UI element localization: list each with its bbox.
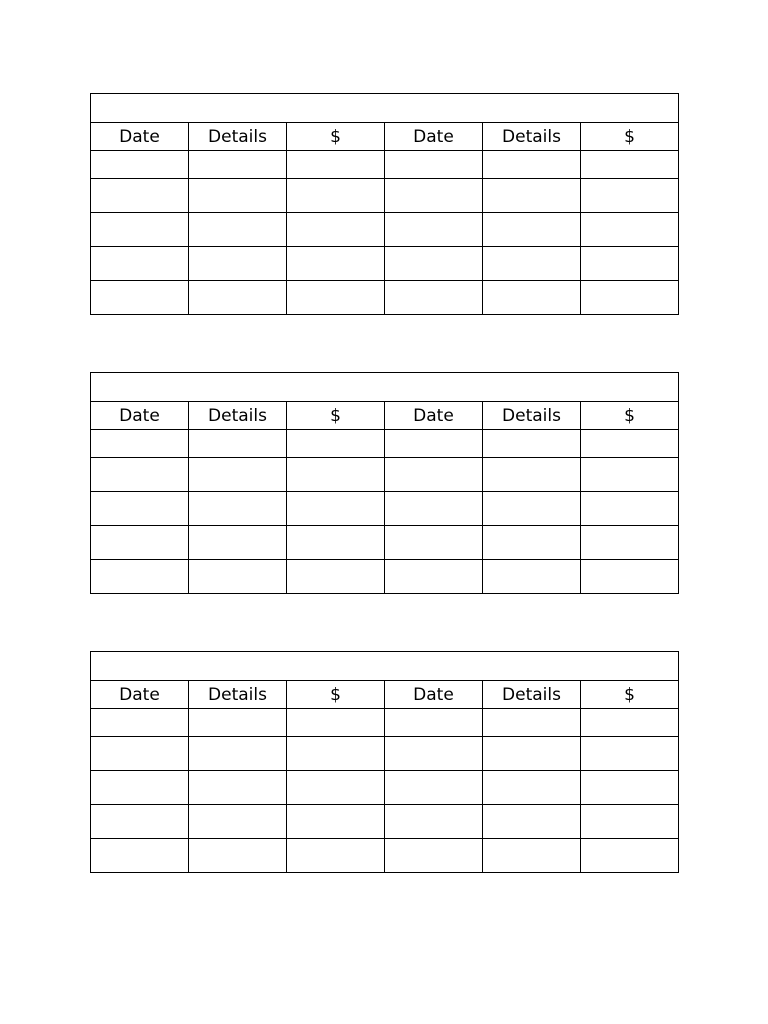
table-cell[interactable] [287,526,385,560]
table-cell[interactable] [287,179,385,213]
table-cell[interactable] [189,247,287,281]
table-row [91,151,679,179]
header-details: Details [483,681,581,709]
header-amount: $ [287,402,385,430]
table-cell[interactable] [385,839,483,873]
ledger-table [90,93,679,315]
table-cell[interactable] [483,179,581,213]
table-cell[interactable] [189,213,287,247]
table-cell[interactable] [287,805,385,839]
header-details: Details [483,123,581,151]
table-cell[interactable] [385,247,483,281]
table-cell[interactable] [189,458,287,492]
table-cell[interactable] [483,247,581,281]
table-cell[interactable] [189,430,287,458]
table-cell[interactable] [91,709,189,737]
table-cell[interactable] [581,805,679,839]
table-row [91,560,679,594]
table-cell[interactable] [483,737,581,771]
table-cell[interactable] [91,737,189,771]
table-cell[interactable] [287,247,385,281]
table-header-row [91,123,679,151]
table-row [91,805,679,839]
header-amount: $ [287,123,385,151]
table-cell[interactable] [581,151,679,179]
table-header-row [91,681,679,709]
table-cell[interactable] [189,737,287,771]
table-cell[interactable] [189,179,287,213]
table-cell[interactable] [91,839,189,873]
table-cell[interactable] [287,709,385,737]
table-cell[interactable] [385,492,483,526]
header-date: Date [91,402,189,430]
table-cell[interactable] [581,560,679,594]
header-details: Details [189,681,287,709]
table-cell[interactable] [189,771,287,805]
table-cell[interactable] [483,771,581,805]
header-amount: $ [581,681,679,709]
table-cell[interactable] [385,458,483,492]
table-cell[interactable] [385,526,483,560]
table-cell[interactable] [483,151,581,179]
table-cell[interactable] [385,771,483,805]
table-cell[interactable] [581,526,679,560]
table-cell[interactable] [483,709,581,737]
table-cell[interactable] [385,805,483,839]
table-cell[interactable] [581,179,679,213]
table-cell[interactable] [581,709,679,737]
table-row [91,839,679,873]
table-cell[interactable] [483,805,581,839]
table-row [91,281,679,315]
table-cell[interactable] [91,247,189,281]
table-row [91,526,679,560]
table-title-cell[interactable] [91,652,679,681]
table-cell[interactable] [91,430,189,458]
table-cell[interactable] [483,839,581,873]
header-details: Details [189,402,287,430]
table-header-row [91,402,679,430]
header-date: Date [91,681,189,709]
table-cell[interactable] [581,281,679,315]
table-cell[interactable] [287,281,385,315]
table-cell[interactable] [189,805,287,839]
table-cell[interactable] [483,281,581,315]
table-cell[interactable] [91,560,189,594]
table-cell[interactable] [581,839,679,873]
table-cell[interactable] [483,213,581,247]
table-cell[interactable] [385,737,483,771]
header-date: Date [385,681,483,709]
table-cell[interactable] [189,492,287,526]
table-cell[interactable] [385,213,483,247]
header-date: Date [385,123,483,151]
table-title-cell[interactable] [91,373,679,402]
table-cell[interactable] [287,737,385,771]
table-row [91,737,679,771]
table-cell[interactable] [287,492,385,526]
table-cell[interactable] [581,430,679,458]
header-details: Details [189,123,287,151]
ledger-table [90,372,679,594]
table-row [91,179,679,213]
table-cell[interactable] [483,458,581,492]
table-cell[interactable] [189,281,287,315]
table-cell[interactable] [385,430,483,458]
table-cell[interactable] [91,179,189,213]
table-cell[interactable] [581,458,679,492]
table-cell[interactable] [483,560,581,594]
table-cell[interactable] [91,492,189,526]
table-cell[interactable] [483,430,581,458]
table-row [91,709,679,737]
table-cell[interactable] [287,151,385,179]
table-row [91,213,679,247]
table-cell[interactable] [91,458,189,492]
table-cell[interactable] [91,151,189,179]
table-cell[interactable] [189,839,287,873]
table-cell[interactable] [385,560,483,594]
table-cell[interactable] [581,771,679,805]
table-cell[interactable] [91,213,189,247]
header-amount: $ [581,123,679,151]
table-cell[interactable] [581,213,679,247]
table-title-cell[interactable] [91,94,679,123]
table-cell[interactable] [483,492,581,526]
table-cell[interactable] [189,526,287,560]
table-cell[interactable] [287,430,385,458]
table-cell[interactable] [287,458,385,492]
table-cell[interactable] [189,709,287,737]
header-date: Date [385,402,483,430]
table-cell[interactable] [385,709,483,737]
table-row [91,771,679,805]
table-cell[interactable] [287,560,385,594]
table-cell[interactable] [189,151,287,179]
table-row [91,492,679,526]
table-cell[interactable] [91,526,189,560]
table-row [91,430,679,458]
header-date: Date [91,123,189,151]
table-cell[interactable] [385,151,483,179]
table-title-row [91,373,679,402]
table-cell[interactable] [189,560,287,594]
ledger-table [90,651,679,873]
table-title-row [91,652,679,681]
table-cell[interactable] [91,771,189,805]
table-cell[interactable] [287,771,385,805]
table-cell[interactable] [581,737,679,771]
table-cell[interactable] [91,805,189,839]
table-cell[interactable] [581,492,679,526]
header-details: Details [483,402,581,430]
table-title-row [91,94,679,123]
table-cell[interactable] [287,213,385,247]
table-cell[interactable] [385,281,483,315]
header-amount: $ [581,402,679,430]
header-amount: $ [287,681,385,709]
table-cell[interactable] [483,526,581,560]
table-row [91,247,679,281]
table-cell[interactable] [581,247,679,281]
table-cell[interactable] [385,179,483,213]
table-cell[interactable] [287,839,385,873]
table-cell[interactable] [91,281,189,315]
table-row [91,458,679,492]
